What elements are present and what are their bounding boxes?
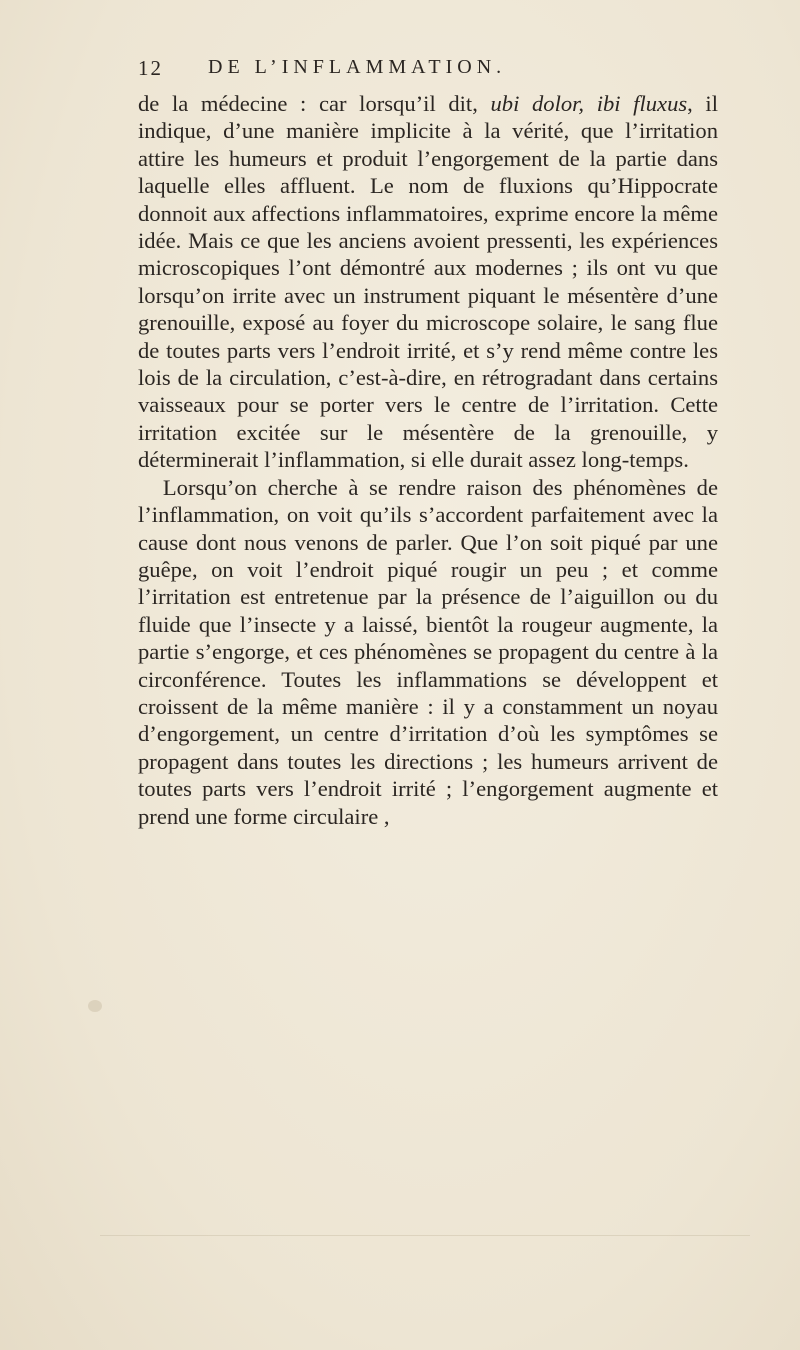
paragraph-1 [138, 90, 718, 474]
paper-stain [88, 1000, 102, 1012]
latin-quotation: ubi dolor, ibi fluxus [490, 91, 688, 116]
body-text [138, 90, 718, 830]
paragraph-2: Lorsqu’on cherche à se rendre raison des phénomènes de l’inflammation, on voit qu’ils s’accordent parfaitement avec la cause dont nous venons de parler. Que l’on soit piqué par une guêpe, on voit l’endroit piqué rougir un peu ; et comme l’irritation est entretenue par la présence de l’aiguillon ou du fluide que l’insecte y a laissé, bientôt la rougeur augmente, la partie s’engorge, et ces phénomènes se propagent du centre à la circonférence. Toutes les inflammations se développent et croissent de la même manière : il y a constamment un noyau d’engorgement, un centre d’irritation d’où les symptômes se propagent dans toutes les directions ; les humeurs arrivent de toutes parts vers l’endroit irrité ; l’engorgement augmente et prend une forme circulaire , [138, 474, 718, 829]
page-header [138, 56, 718, 92]
running-title: DE L’INFLAMMATION. [208, 56, 507, 78]
page-number: 12 [138, 56, 163, 80]
paper-crease [100, 1235, 750, 1236]
paragraph-1-text-start: de la médecine : car lorsqu’il dit, [138, 91, 491, 116]
paragraph-1-text-end: , il indique, d’une manière implicite à la vérité, que l’irritation attire les humeurs et produit l’engorgement de la partie dans laquelle elles affluent. Le nom de fluxions qu’Hippocrate donnoit aux affections inflammatoires, exprime encore la même idée. Mais ce que les anciens avoient pressenti, les expériences microscopiques l’ont démontré aux modernes ; ils ont vu que lorsqu’on irrite avec un instrument piquant le mésentère d’une grenouille, exposé au foyer du microscope solaire, le sang flue de toutes parts vers l’endroit irrité, et s’y rend même contre les lois de la circulation, c’est-à-dire, en rétrogradant dans certains vaisseaux pour se porter vers le centre de l’irritation. Cette irritation excitée sur le mésentère de la grenouille, y déterminerait l’inflammation, si elle durait assez long-temps. [138, 91, 718, 473]
